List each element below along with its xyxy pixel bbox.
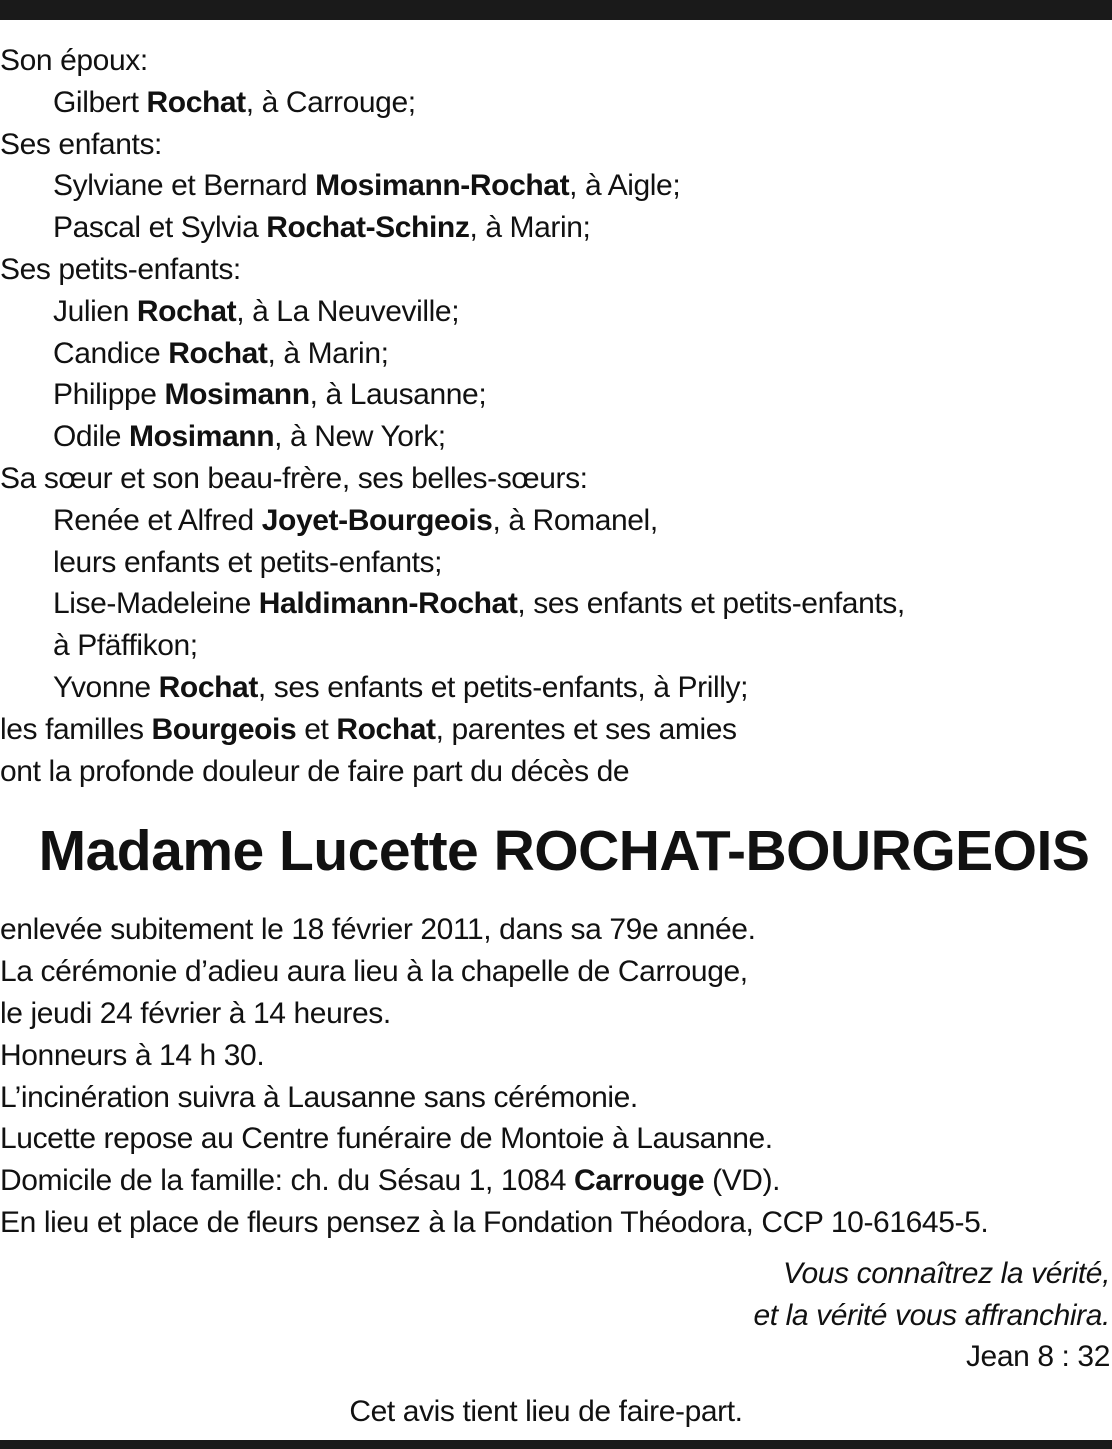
announcement-line: ont la profonde douleur de faire part du décès de (0, 754, 630, 788)
spouse-heading: Son époux: (0, 44, 148, 77)
deceased-name: Madame Lucette ROCHAT-BOURGEOIS (38, 818, 1090, 883)
surname: Mosimann (128, 420, 275, 454)
ceremony-details (0, 909, 1112, 1243)
detail-line: Honneurs à 14 h 30. (0, 1038, 265, 1072)
surname: Rochat (336, 712, 436, 746)
closing-line: Cet avis tient lieu de faire-part. (349, 1395, 743, 1429)
closing-note (0, 1391, 1112, 1433)
obituary-notice (0, 40, 1112, 1433)
families-line: les familles Bourgeois et Rochat, parentes et ses amies (0, 712, 737, 746)
surname: Bourgeois (151, 712, 297, 746)
surname: Mosimann (164, 378, 310, 412)
detail-line: enlevée subitement le 18 février 2011, dans sa 79e année. (0, 913, 756, 947)
verse-reference: Jean 8 : 32 (965, 1340, 1110, 1374)
surname: Mosimann-Rochat (315, 169, 570, 203)
top-rule (0, 0, 1112, 20)
grandchild-entry: Julien Rochat, à La Neuveville; (53, 294, 460, 328)
sibling-entry: Renée et Alfred Joyet-Bourgeois, à Romanel, (53, 503, 658, 537)
detail-line: Lucette repose au Centre funéraire de Montoie à Lausanne. (0, 1122, 773, 1156)
detail-line: L’incinération suivra à Lausanne sans cérémonie. (0, 1080, 638, 1114)
surname: Joyet-Bourgeois (261, 503, 493, 537)
bible-verse (0, 1253, 1112, 1378)
sibling-entry: Lise-Madeleine Haldimann-Rochat, ses enfants et petits-enfants, (53, 587, 905, 621)
sibling-entry: Yvonne Rochat, ses enfants et petits-enfants, à Prilly; (53, 670, 749, 704)
surname: Rochat (158, 670, 258, 704)
surname: Rochat (146, 85, 246, 119)
siblings-heading: Sa sœur et son beau-frère, ses belles-sœurs: (0, 461, 588, 495)
detail-line: En lieu et place de fleurs pensez à la Fondation Théodora, CCP 10-61645-5. (0, 1205, 989, 1239)
children-heading: Ses enfants: (0, 127, 162, 161)
child-entry: Pascal et Sylvia Rochat-Schinz, à Marin; (53, 211, 591, 245)
deceased-name-block (0, 792, 1112, 909)
sibling-entry-continued: leurs enfants et petits-enfants; (53, 545, 443, 579)
child-entry: Sylviane et Bernard Mosimann-Rochat, à Aigle; (53, 169, 681, 203)
detail-line: le jeudi 24 février à 14 heures. (0, 996, 391, 1030)
place-name: Carrouge (574, 1164, 705, 1198)
surname: Rochat-Schinz (266, 211, 470, 245)
grandchild-entry: Philippe Mosimann, à Lausanne; (53, 378, 487, 412)
grandchild-entry: Odile Mosimann, à New York; (53, 420, 446, 454)
surname: Rochat (168, 336, 268, 370)
surname: Rochat (136, 294, 237, 328)
grandchild-entry: Candice Rochat, à Marin; (53, 336, 389, 370)
bottom-rule (0, 1440, 1112, 1449)
detail-line: La cérémonie d’adieu aura lieu à la chapelle de Carrouge, (0, 955, 748, 989)
sibling-entry-continued: à Pfäffikon; (53, 629, 198, 663)
domicile-line: Domicile de la famille: ch. du Sésau 1, 1084 Carrouge (VD). (0, 1164, 781, 1198)
verse-line: et la vérité vous affranchira. (753, 1298, 1110, 1332)
spouse-entry: Gilbert Rochat, à Carrouge; (53, 85, 416, 119)
surname: Haldimann-Rochat (258, 587, 518, 621)
verse-line: Vous connaîtrez la vérité, (783, 1256, 1110, 1290)
grandchildren-heading: Ses petits-enfants: (0, 252, 241, 286)
